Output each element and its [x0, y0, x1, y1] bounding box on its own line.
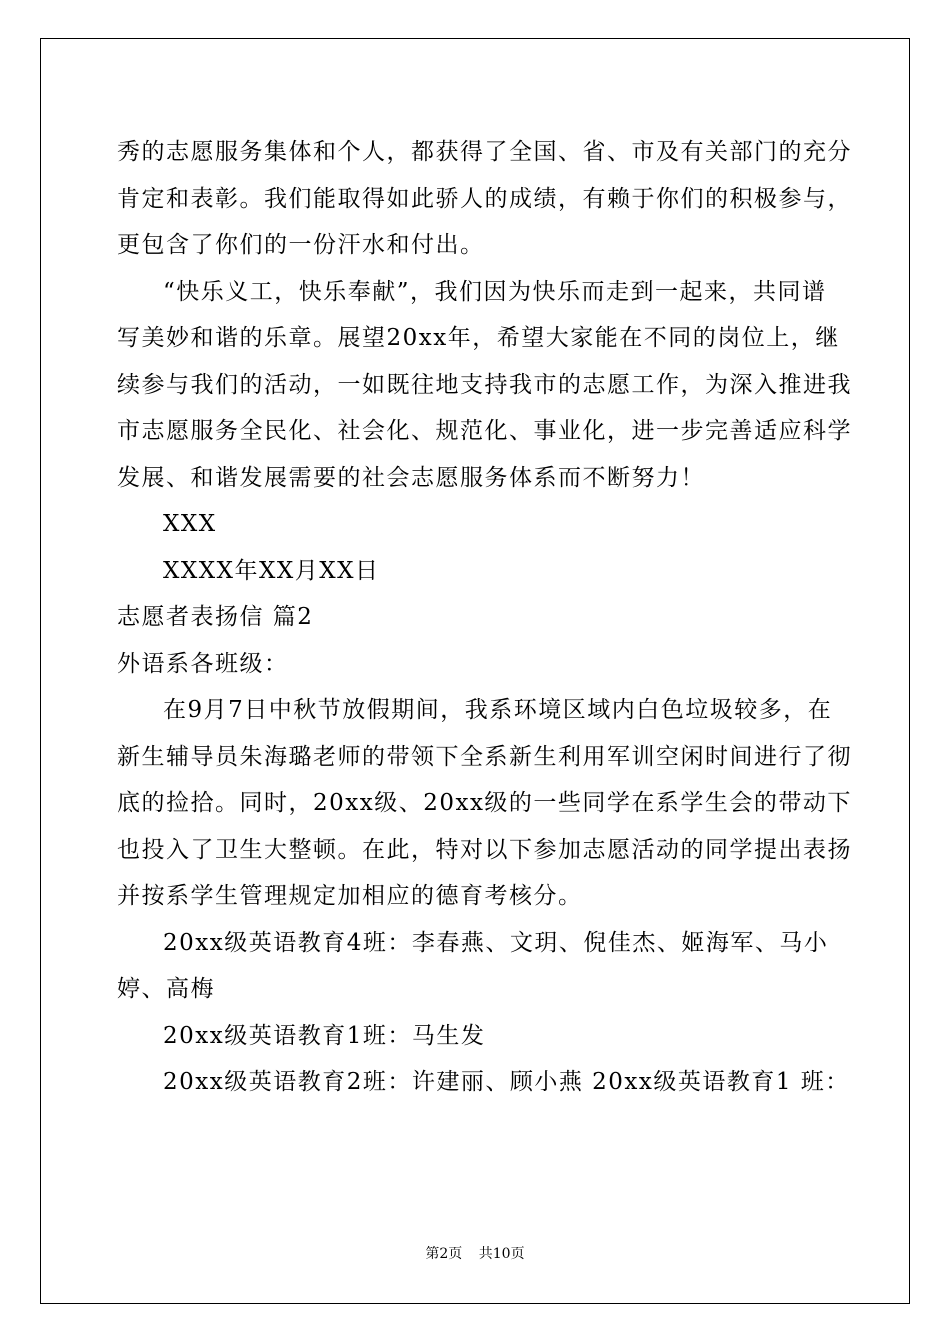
text-line: 底的捡拾。同时，20xx级、20xx级的一些同学在系学生会的带动下 [117, 790, 852, 816]
section-heading: 志愿者表扬信 篇2 [117, 604, 314, 630]
document-body [117, 129, 852, 1106]
text-line: 20xx级英语教育2班：许建丽、顾小燕 20xx级英语教育1 班： [163, 1069, 850, 1095]
text-line: 婷、高梅 [117, 976, 215, 1002]
text-line: 新生辅导员朱海璐老师的带领下全系新生利用军训空闲时间进行了彻 [117, 743, 852, 770]
text-line: 写美妙和谐的乐章。展望20xx年，希望大家能在不同的岗位上，继 [117, 325, 840, 351]
text-line: 发展、和谐发展需要的社会志愿服务体系而不断努力！ [117, 464, 705, 491]
page-number: 第2页 [425, 1246, 463, 1262]
signature-name: XXX [163, 511, 217, 537]
signature-date: XXXX年XX月XX日 [163, 557, 380, 584]
page-footer [0, 1244, 950, 1264]
text-line: 在9月7日中秋节放假期间，我系环境区域内白色垃圾较多，在 [163, 697, 833, 723]
text-line: 市志愿服务全民化、社会化、规范化、事业化，进一步完善适应科学 [117, 418, 852, 444]
page-total: 共10页 [478, 1246, 525, 1262]
text-line: 续参与我们的活动，一如既往地支持我市的志愿工作，为深入推进我 [117, 371, 852, 398]
text-line: 20xx级英语教育1班：马生发 [163, 1022, 486, 1049]
text-line: 20xx级英语教育4班：李春燕、文玥、倪佳杰、姬海军、马小 [163, 929, 829, 956]
text-line: “快乐义工，快乐奉献”，我们因为快乐而走到一起来，共同谱 [163, 278, 827, 305]
text-line: 秀的志愿服务集体和个人，都获得了全国、省、市及有关部门的充分 [117, 139, 852, 165]
text-line: 也投入了卫生大整顿。在此，特对以下参加志愿活动的同学提出表扬 [117, 836, 852, 863]
text-line: 肯定和表彰。我们能取得如此骄人的成绩，有赖于你们的积极参与， [117, 185, 852, 212]
text-line: 更包含了你们的一份汗水和付出。 [117, 232, 485, 258]
salutation: 外语系各班级： [117, 650, 289, 677]
text-line: 并按系学生管理规定加相应的德育考核分。 [117, 883, 583, 909]
